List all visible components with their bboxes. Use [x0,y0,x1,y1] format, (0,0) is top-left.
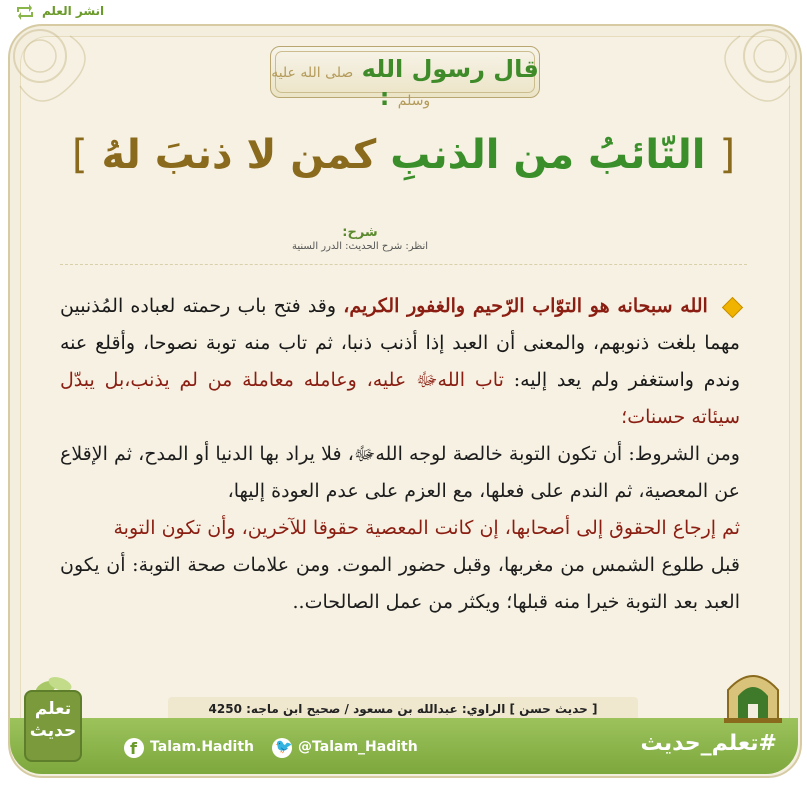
share-icon[interactable] [16,4,34,20]
divider [60,264,747,266]
salawat-seal: صلى الله عليه وسلم [271,65,431,109]
paragraph-4: قبل طلوع الشمس من مغربها، وقبل حضور الموت. ومن علامات صحة التوبة: أن يكون العبد بعد التوبة خيرا منه قبلها؛ ويكثر من عمل الصالحات.. [60,554,740,613]
header-text: قال رسول الله صلى الله عليه وسلم : [271,55,539,111]
twitter-icon[interactable]: 🐦 [272,738,292,758]
hadith-title: [ التّائبُ من الذنبِ كمن لا ذنبَ لهُ ] [71,132,736,178]
twitter-handle[interactable]: @Talam_Hadith [298,739,418,755]
sharh-reference: انظر: شرح الحديث: الدرر السنية [291,241,429,252]
hashtag[interactable]: #تعلم_حديث [640,731,777,756]
corner-ornament-icon [680,26,800,146]
talam-hadith-logo: تعلم حديث [24,690,82,762]
share-label[interactable]: انشر العلم [42,4,105,18]
explanation-text [60,288,740,621]
paragraph-3: ثم إرجاع الحقوق إلى أصحابها، إن كانت المعصية حقوقا للآخرين، وأن تكون التوبة [113,517,740,539]
paragraph-2: ومن الشروط: أن تكون التوبة خالصة لوجه اللهﷻ، فلا يراد بها الدنيا أو المدح، ثم الإقلاع عن المعصية، ثم الندم على فعلها، مع العزم على عدم العودة إليها، [60,443,740,502]
title-part-2: كمن لا ذنبَ لهُ [101,132,377,178]
top-bar [0,0,807,26]
mosque-emblem-icon [722,660,784,724]
facebook-handle[interactable]: Talam.Hadith [150,739,254,755]
diamond-bullet-icon [722,296,743,317]
header-plaque [270,46,540,111]
sharh-label: شرح: [342,225,378,240]
facebook-icon[interactable]: f [124,738,144,758]
hadith-grade: [ حديث حسن ] الراوي: عبدالله بن مسعود / صحيح ابن ماجه: 4250 [168,697,638,721]
corner-ornament-icon [10,26,130,146]
paragraph-1: الله سبحانه هو التوّاب الرّحيم والغفور الكريم، وقد فتح باب رحمته لعباده المُذنبين مهما بلغت ذنوبهم، والمعنى أن العبد إذا أذنب ذنبا، ثم تاب منه توبة نصوحا، وأقلع عنه وندم واستغفر ولم يعد إليه: تاب اللهﷻ عليه، وعامله معاملة من لم يذنب،بل يبدّل سيئاته حسنات؛ [60,288,740,436]
title-part-1: التّائبُ من الذنبِ [390,132,706,178]
